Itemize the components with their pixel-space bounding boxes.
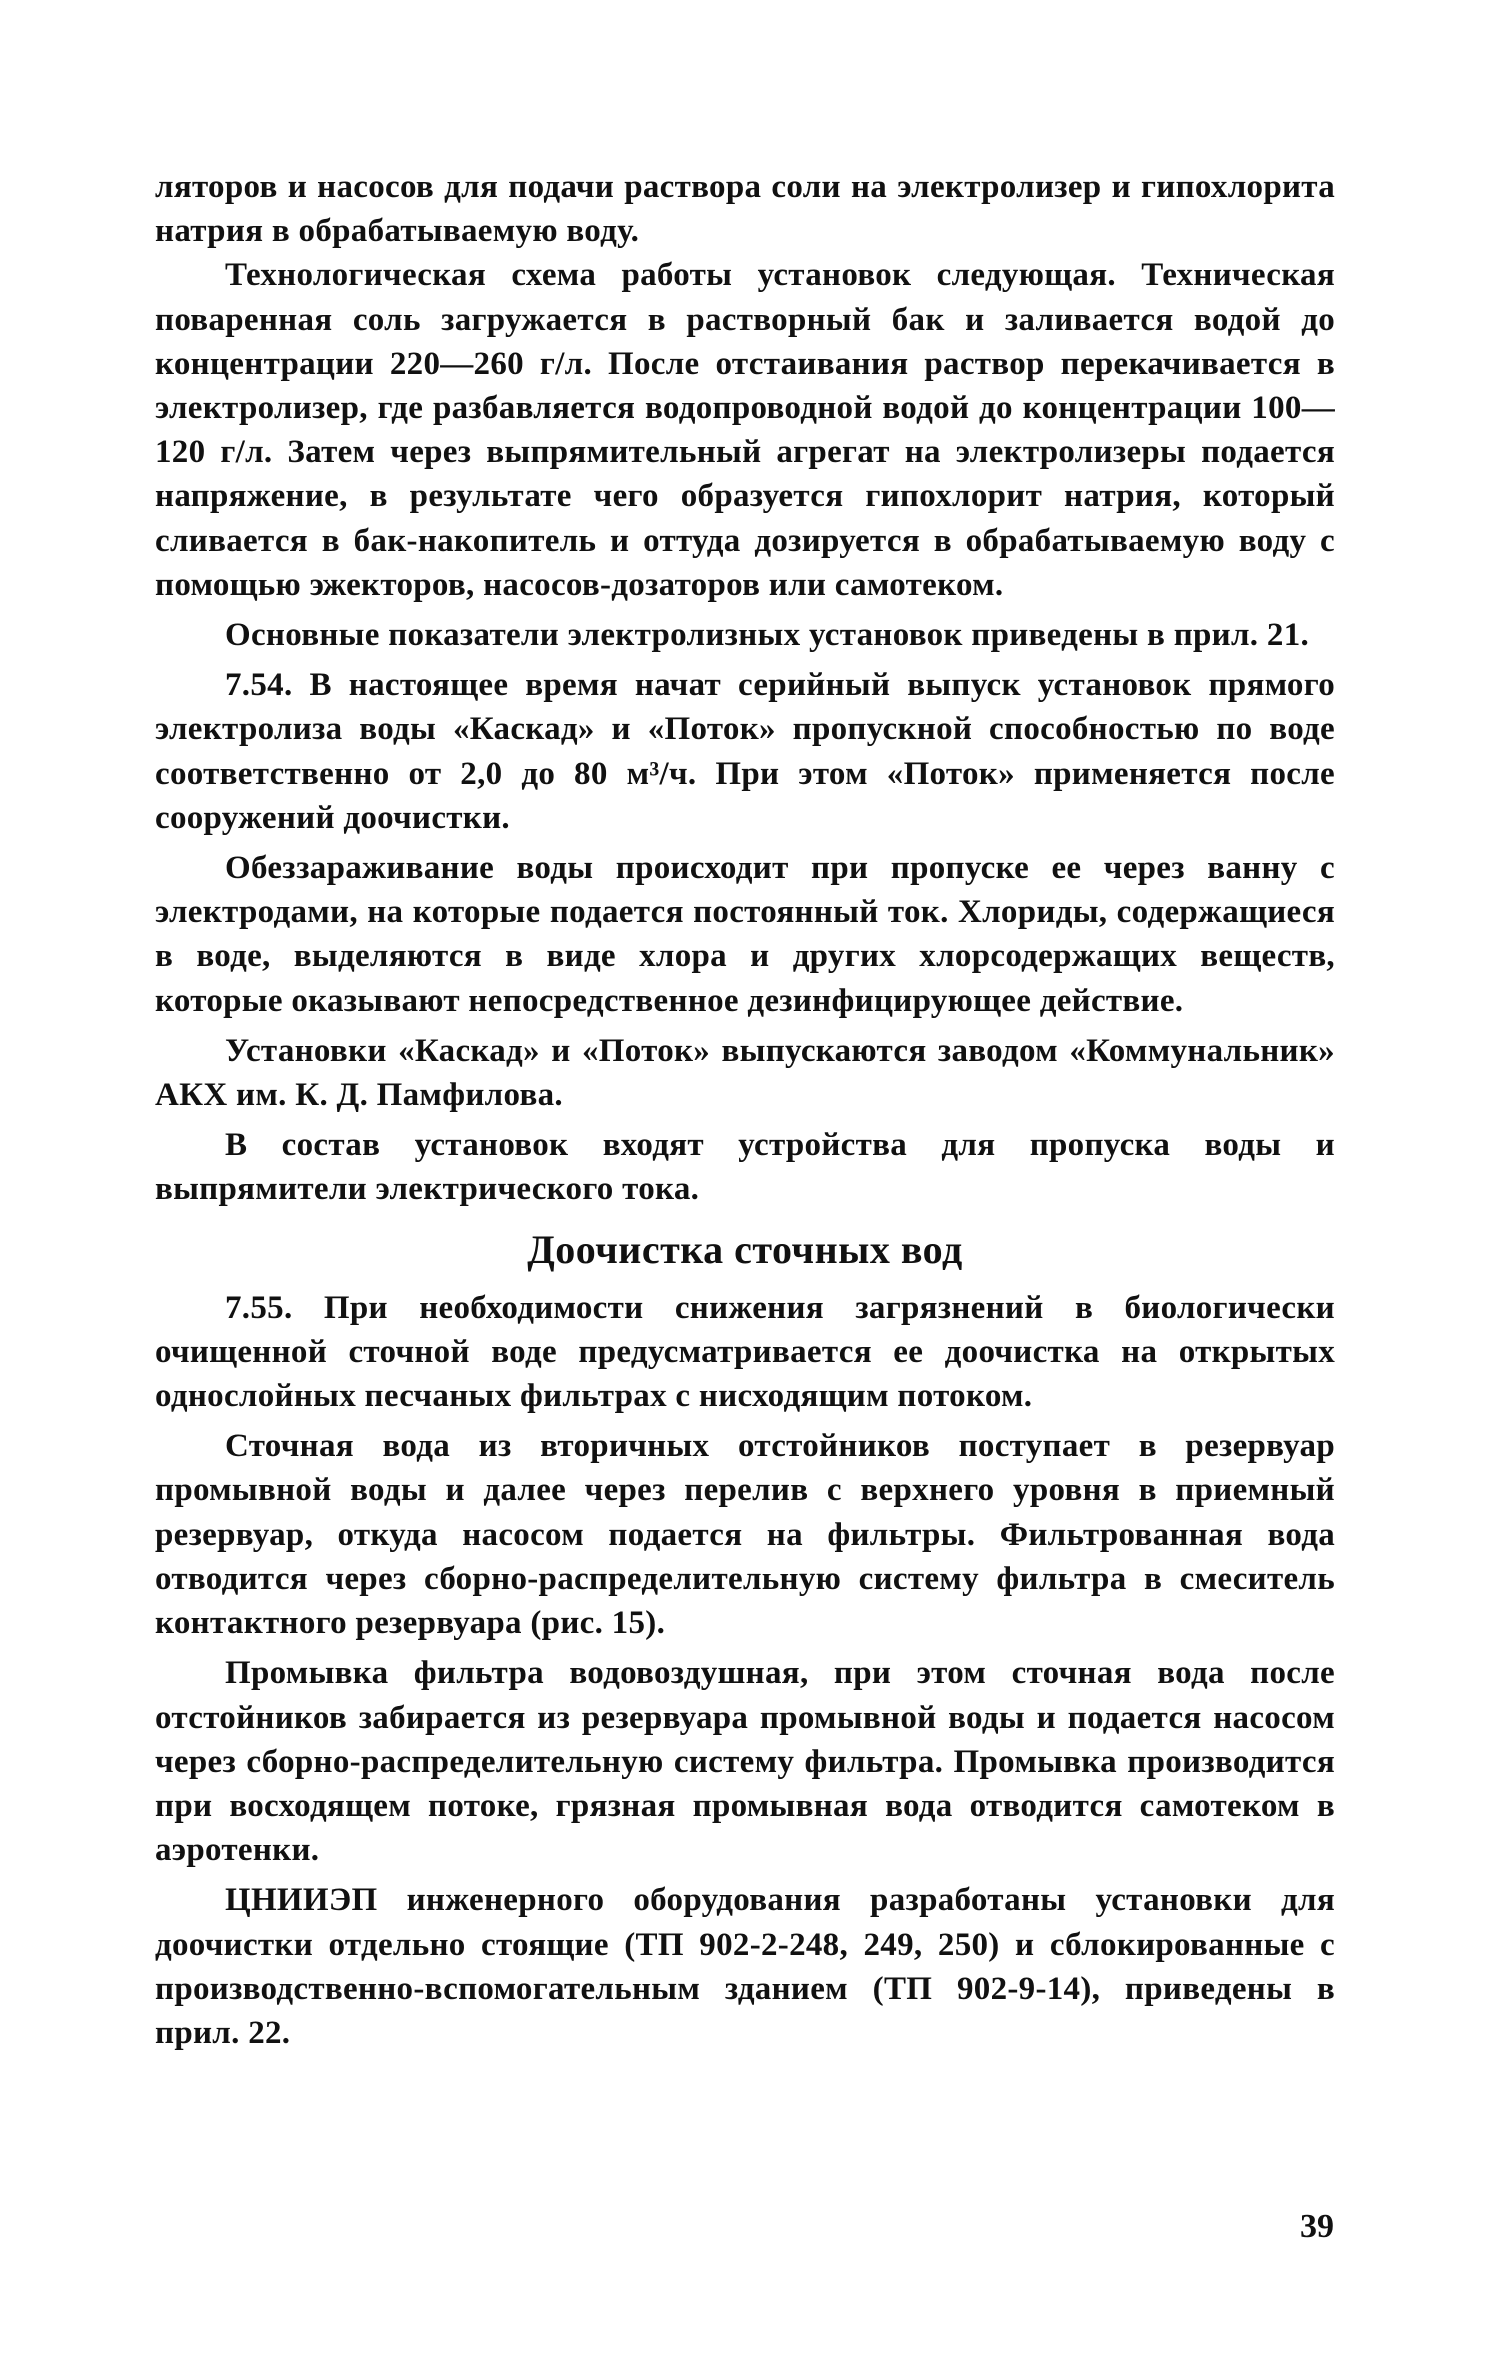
paragraph-6: Установки «Каскад» и «Поток» выпускаются заводом «Коммунальник» АКХ им. К. Д. Памфилова. — [155, 1032, 1335, 1114]
paragraph-7: В состав установок входят устройства для пропуска воды и выпрямители электрического тока. — [155, 1127, 1335, 1208]
page-number: 39 — [1300, 2208, 1334, 2245]
section-heading: Доочистка сточных вод — [527, 1226, 963, 1272]
paragraph-4-text: В настоящее время начат серийный выпуск установок прямого электролиза воды «Каскад» и «Поток» пропускной способностью по воде соответственно от 2,0 до 80 м³/ч. При этом «Поток» применяется после сооружений доочистки. — [155, 667, 1335, 836]
clause-number-7-54: 7.54. — [225, 667, 293, 704]
page-body — [155, 165, 1335, 2055]
paragraph-11: ЦНИИЭП инженерного оборудования разработаны установки для доочистки отдельно стоящие (ТП 902-2-248, 249, 250) и сблокированные с производственно-вспомогательным зданием (ТП 902-9-14), приведены в прил. 22. — [155, 1882, 1335, 2051]
paragraph-10: Промывка фильтра водовоздушная, при этом сточная вода после отстойников забирается из резервуара промывной воды и подается насосом через сборно-распределительную систему фильтра. Промывка производится при восходящем потоке, грязная промывная вода отводится самотеком в аэротенки. — [155, 1655, 1335, 1869]
paragraph-3: Основные показатели электролизных установок приведены в прил. 21. — [225, 617, 1310, 654]
paragraph-2: Технологическая схема работы установок следующая. Техническая поваренная соль загружается в растворный бак и заливается водой до концентрации 220—260 г/л. После отстаивания раствор перекачивается в электролизер, где разбавляется водопроводной водой до концентрации 100—120 г/л. Затем через выпрямительный агрегат на электролизеры подается напряжение, в результате чего образуется гипохлорит натрия, который сливается в бак-накопитель и оттуда дозируется в обрабатываемую воду с помощью эжекторов, насосов-дозаторов или самотеком. — [155, 257, 1335, 603]
paragraph-4 — [155, 663, 1335, 840]
paragraph-8 — [155, 1286, 1335, 1419]
paragraph-9: Сточная вода из вторичных отстойников поступает в резервуар промывной воды и далее через перелив с верхнего уровня в приемный резервуар, откуда насосом подается на фильтры. Фильтрованная вода отводится через сборно-распределительную систему фильтра в смеситель контактного резервуара (рис. 15). — [155, 1428, 1335, 1642]
clause-number-7-55: 7.55. — [225, 1289, 293, 1326]
paragraph-5: Обеззараживание воды происходит при пропуске ее через ванну с электродами, на которые подается постоянный ток. Хлориды, содержащиеся в воде, выделяются в виде хлора и других хлорсодержащих веществ, которые оказывают непосредственное дезинфицирующее действие. — [155, 850, 1335, 1019]
paragraph-1: ляторов и насосов для подачи раствора соли на электролизер и гипохлорита натрия в обрабатываемую воду. — [155, 169, 1335, 250]
paragraph-8-text: При необходимости снижения загрязнений в биологически очищенной сточной воде предусматривается ее доочистка на открытых однослойных песчаных фильтрах с нисходящим потоком. — [155, 1289, 1335, 1415]
